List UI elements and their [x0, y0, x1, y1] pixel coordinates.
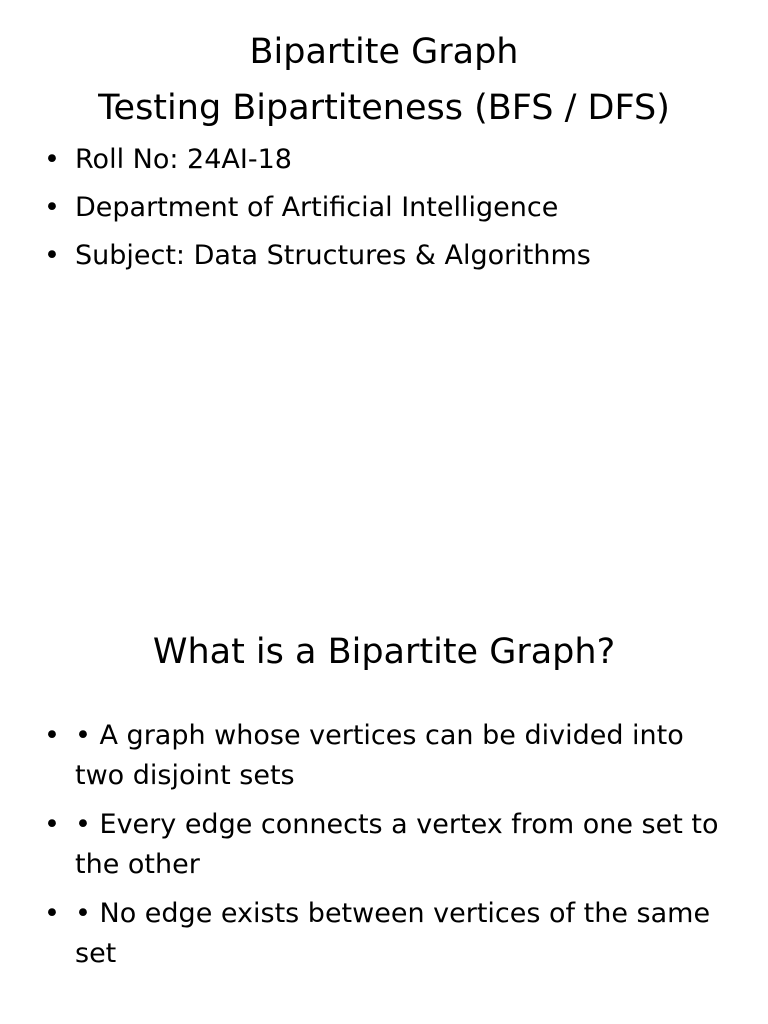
bullet-text-department: Department of Artificial Intelligence — [75, 192, 559, 223]
bullet-text-disjoint-sets: • A graph whose vertices can be divided into two disjoint sets — [75, 720, 684, 791]
slide-definition-heading — [0, 624, 768, 680]
bullet-icon: • — [44, 809, 60, 840]
title-line-definition: What is a Bipartite Graph? — [152, 632, 616, 672]
slide-title-heading — [0, 24, 768, 136]
slide-definition-bullets — [44, 716, 734, 983]
bullet-text-subject: Subject: Data Structures & Algorithms — [75, 240, 591, 271]
bullet-text-roll-no: Roll No: 24AI-18 — [75, 144, 292, 175]
list-item — [44, 716, 734, 796]
bullet-text-edge-connects: • Every edge connects a vertex from one set to the other — [75, 809, 719, 880]
bullet-icon: • — [44, 240, 60, 271]
title-line-main: Bipartite Graph — [249, 32, 519, 72]
slide-title-bullets — [44, 142, 734, 286]
bullet-icon: • — [44, 720, 60, 751]
title-line-sub: Testing Bipartiteness (BFS / DFS) — [98, 88, 670, 128]
list-item — [44, 805, 734, 885]
bullet-icon: • — [44, 192, 60, 223]
bullet-text-no-same-set-edge: • No edge exists between vertices of the same set — [75, 898, 711, 969]
bullet-icon: • — [44, 898, 60, 929]
slide-definition — [0, 512, 768, 1024]
list-item — [44, 190, 734, 226]
list-item — [44, 142, 734, 178]
list-item — [44, 238, 734, 274]
list-item — [44, 894, 734, 974]
bullet-icon: • — [44, 144, 60, 175]
